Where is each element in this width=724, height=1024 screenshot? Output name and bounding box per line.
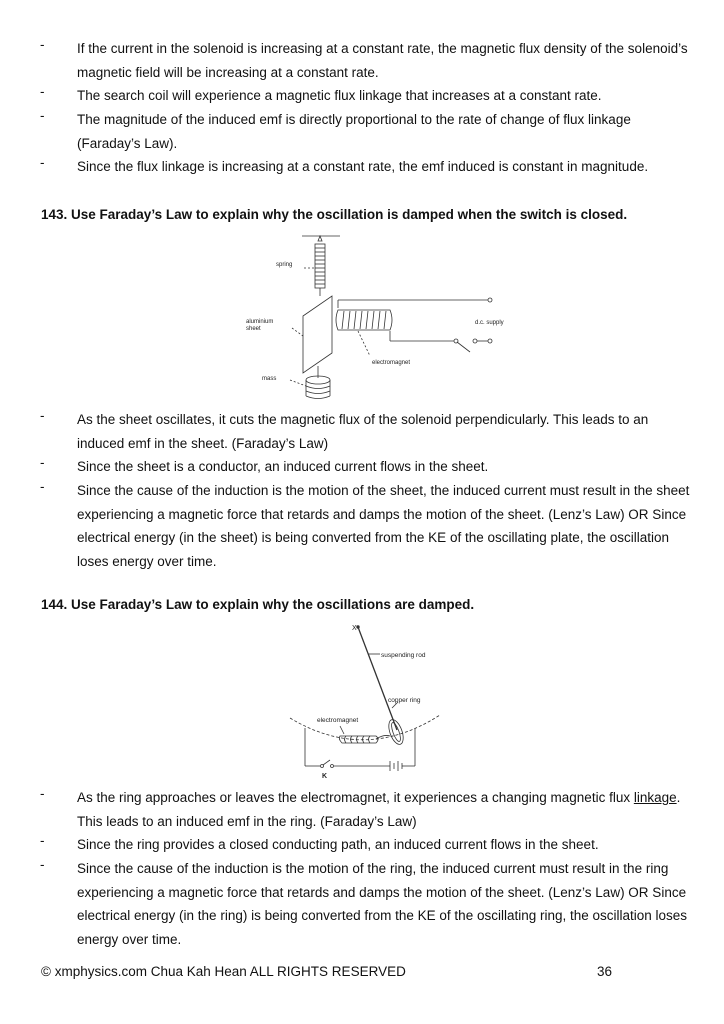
label-sheet: sheet xyxy=(246,326,261,332)
bullet-dash: - xyxy=(40,84,45,99)
label-copper-ring: copper ring xyxy=(388,697,421,704)
label-mass: mass xyxy=(262,376,277,382)
label-spring: spring xyxy=(276,262,293,268)
bullet-dash: - xyxy=(40,455,45,470)
swinging-ring-diagram xyxy=(280,618,450,783)
bullet-text-part: As the ring approaches or leaves the electromagnet, it experiences a changing magnetic flux xyxy=(77,790,634,805)
page-number: 36 xyxy=(597,964,613,979)
bullet-text: If the current in the solenoid is increasing at a constant rate, the magnetic flux density of the solenoid’s magnetic field will be increasing at a constant rate. xyxy=(77,41,688,80)
footer-copyright: © xmphysics.com Chua Kah Hean ALL RIGHTS RESERVED xyxy=(41,964,406,979)
bullet-dash: - xyxy=(40,155,45,170)
label-electromagnet: electromagnet xyxy=(372,360,411,366)
bullet-dash: - xyxy=(40,108,45,123)
bullet-text: Since the cause of the induction is the motion of the ring, the induced current must result in the ring experiencing a magnetic force that retards and damps the motion of the sheet. (Lenz’s Law) OR Since electrical energy (in the ring) is being converted from the KE of the oscillating ring, the oscillation loses energy over time. xyxy=(77,861,688,947)
bullet-dash: - xyxy=(40,857,45,872)
oscillating-sheet-diagram xyxy=(230,228,530,403)
label-x: X xyxy=(352,625,357,632)
bullet-text: Since the ring provides a closed conducting path, an induced current flows in the sheet. xyxy=(77,837,599,852)
label-suspending-rod: suspending rod xyxy=(381,652,426,659)
figure-swinging-ring xyxy=(280,618,450,783)
bullet-dash: - xyxy=(40,479,45,494)
underlined-word: linkage xyxy=(633,790,677,805)
bullet-text: The magnitude of the induced emf is directly proportional to the rate of change of flux linkage (Faraday’s Law). xyxy=(77,112,631,151)
bullet-dash: - xyxy=(40,37,45,52)
bullet-text: Since the sheet is a conductor, an induced current flows in the sheet. xyxy=(77,459,489,474)
bullet-dash: - xyxy=(40,786,45,801)
figure-oscillating-sheet xyxy=(230,228,530,403)
label-switch-k: K xyxy=(322,773,328,780)
bullet-text: The search coil will experience a magnetic flux linkage that increases at a constant rate. xyxy=(77,88,602,103)
question-144-heading: 144. Use Faraday’s Law to explain why the oscillations are damped. xyxy=(41,597,475,612)
bullet-text-part: . This leads to an induced emf in the ring. (Faraday’s Law) xyxy=(77,790,681,829)
bullet-dash: - xyxy=(40,408,45,423)
bullet-text: As the sheet oscillates, it cuts the magnetic flux of the solenoid perpendicularly. This leads to an induced emf in the sheet. (Faraday’s Law) xyxy=(77,412,649,451)
bullet-text: Since the flux linkage is increasing at a constant rate, the emf induced is constant in magnitude. xyxy=(77,159,649,174)
bullet-dash: - xyxy=(40,833,45,848)
bullet-text: Since the cause of the induction is the motion of the sheet, the induced current must result in the sheet experiencing a magnetic force that retards and damps the motion of the sheet. (Lenz’s Law) OR Since electrical energy (in the sheet) is being converted from the KE of the oscillating plate, the oscillation loses energy over time. xyxy=(77,483,690,569)
label-aluminium: aluminium xyxy=(246,319,274,325)
bullet-text xyxy=(77,786,697,833)
label-electromagnet: electromagnet xyxy=(317,717,359,724)
question-143-heading: 143. Use Faraday’s Law to explain why the oscillation is damped when the switch is closed. xyxy=(41,207,628,222)
label-dc-supply: d.c. supply xyxy=(475,320,504,326)
